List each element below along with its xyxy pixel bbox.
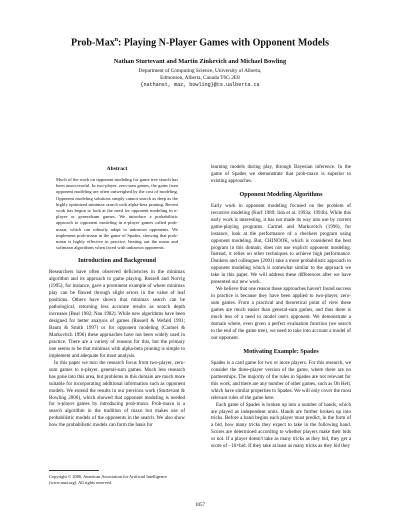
section-heading-introduction: Introduction and Background: [77, 258, 156, 265]
copyright-text: Copyright © 2006, American Association for Artificial Intelligence (www.aaai.org). All rights reserved.: [49, 474, 167, 485]
right-column: [211, 164, 351, 450]
spades-paragraph-1: Spades is a card game for two or more players. For this research, we consider the three-player version of the game, where there are no partnerships. The majority of the rules in Spades are not relevant for this work, and there are any number of other games, such as Oh Hell, which have similar properties to Spades. We will only cover the most relevant rules of the game here.: [211, 359, 351, 401]
footnote-rule: [49, 470, 99, 471]
copyright-footnote: [49, 470, 185, 486]
affiliation-email: {nathanst, maz, bowling}@cs.ualberta.ca: [140, 82, 260, 88]
page-number: 1057: [195, 503, 205, 508]
abstract-text: Much of the work on opponent modeling for game tree search has been unsuccessful. In two-player, zero-sum games, the gains from opponent modeling are often outweighed by the cost of modeling. Opponent modeling solutions simply cannot search as deep as the highly optimized minimax search with alpha-beta pruning. Recent work has begun to look at the need for opponent modeling in n-player or generalsum games. We introduce a probabilistic approach to opponent modeling in n-player games called prob-maxn, which can robustly adapt to unknown opponents. We implement prob-maxn in the game of Spades, showing that prob-maxn is highly effective in practice, beating out the maxn and softmaxn algorithms when faced with unknown opponents.: [56, 176, 178, 251]
right-continuation-paragraph: learning models during play, through Bayesian inference. In the game of Spades we demonstrate that prob-maxn is superior to existing approaches.: [211, 164, 351, 184]
abstract-body: [56, 177, 178, 251]
spades-paragraph-2: Each game of Spades is broken up into a number of hands, which are played as independent units. Hands are further broken up into tricks. Before a hand begins each player must predict, in the form of a bid, how many tricks they expect to take in the following hand. Scores are determined according to whether players make their bids or not. If a player doesn't take as many tricks as they bid, they get a score of −10×bid. If they take at least as many tricks as they bid they: [211, 401, 351, 450]
intro-paragraph-2: In this paper we turn the research focus from two-player, zero-sum games to n-player, general-sum games. Much less research has gone into this area, but problems in this domain are much more suitable for incorporating additional information such as opponent models. We extend the results in our previous work (Sturtevant & Bowling 2006), which showed that opponent modeling is needed for n-player games by introducing prob-maxn. Prob-maxn is a search algorithm in the tradition of maxn but makes use of probabilistic models of the opponents in the search. We also show how the probabilistic models can form the basis for: [49, 359, 185, 429]
author-list: Nathan Sturtevant and Martin Zinkevich and Michael Bowling: [113, 58, 287, 65]
left-column: [49, 164, 185, 429]
affiliation-department: Department of Computing Science, University of Alberta,: [138, 68, 262, 74]
section-heading-spades: Motivating Example: Spades: [243, 348, 319, 355]
paper-title: Prob-Max$^n$: Playing N-Player Games with Opponent Models: [71, 37, 329, 49]
om-paragraph-1: Early work in opponent modeling focused on the problem of recursive modeling (Korf 1989; Iida et al. 1993a; 1993b). While this early work is interesting, it has not made its way into use by current game-playing programs. Carmel and Markovitch (1996), for instance, look at the performance of a checkers program using opponent modeling. But, CHINOOK, which is considered the best program in this domain, does not use explicit opponent modeling. Instead, it relies on other techniques to achieve high performance. Donkers and colleagues (2001) take a more probabilistic approach to opponent modeling which is somewhat similar to the approach we take in this paper. We will address these differences after we have presented our new work.: [211, 202, 351, 286]
section-heading-opponent-modeling: Opponent Modeling Algorithms: [239, 191, 323, 198]
title-superscript: n: [114, 37, 119, 43]
affiliation: [0, 68, 400, 89]
intro-paragraph-1: Researchers have often observed deficiencies in the minimax algorithm and its approach to game playing. Russell and Norvig (1995), for instance, gave a prominent example of where minimax play can be flawed through slight errors in the value of leaf positions. Others have shown that minimax search can be pathological, returning less accurate results as search depth increases (Beal 1982; Nau 1982). While new algorithms have been designed for better analysis of games (Russell & Wefald 1991; Baum & Smith 1997) or for opponent modeling (Carmel & Markovitch 1996) these approaches have not been widely used in practice. There are a variety of reasons for this, but the primary one seems to be that minimax with alpha-beta pruning is simple to implement and adequate for most analysis.: [49, 269, 185, 359]
om-paragraph-2: We believe that one reason these approaches haven't found success in practice is because they have been applied to two-player, zero-sum games. From a practical and theoretical point of view these games are much easier than general-sum games, and thus there is much less of a need to model one's opponent. We demonstrate a domain where, even given a perfect evaluation function (we search to the end of the game tree), we need to take into account a model of our opponent.: [211, 286, 351, 341]
affiliation-address: Edmonton, Alberta, Canada T6G 2E8: [160, 75, 240, 81]
abstract-heading: Abstract: [106, 166, 128, 172]
